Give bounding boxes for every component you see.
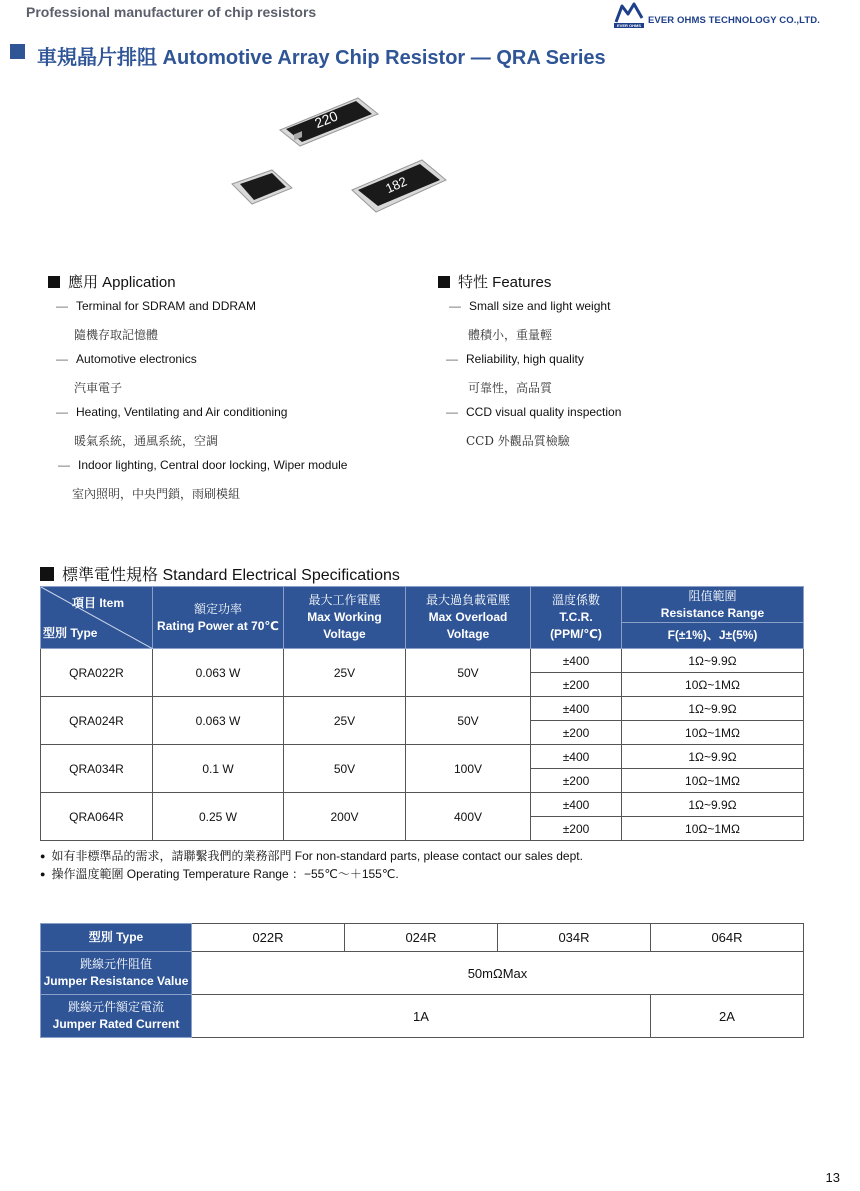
header-max-overload: 最大過負載電壓 Max Overload Voltage — [406, 587, 531, 649]
table-row — [41, 952, 804, 995]
cell-overload: 50V — [406, 697, 531, 745]
table-row — [41, 995, 804, 1038]
page-title: 車規晶片排阻 Automotive Array Chip Resistor — QRA Series — [37, 47, 606, 69]
jumper-resistance-value: 50mΩMax — [192, 952, 804, 995]
header-rating-power: 額定功率 Rating Power at 70℃ — [153, 587, 284, 649]
cell-tcr: ±200 — [531, 673, 622, 697]
jumper-resistance-label: 跳線元件阻值 Jumper Resistance Value — [41, 952, 192, 995]
cell-power: 0.063 W — [153, 697, 284, 745]
table-row — [41, 649, 804, 673]
header-tagline: Professional manufacturer of chip resistors — [26, 4, 317, 20]
note-nonstandard: ● 如有非標準品的需求，請聯繫我們的業務部門 For non-standard parts, please contact our sales dept. — [40, 849, 583, 863]
bullet-square-icon — [40, 567, 54, 581]
chip-label-182: 182 — [383, 173, 410, 197]
cell-working: 25V — [284, 649, 406, 697]
feature-item-zh: 體積小，重量輕 — [468, 328, 553, 342]
cell-type: QRA024R — [41, 697, 153, 745]
spec-table — [40, 586, 804, 841]
cell-working: 25V — [284, 697, 406, 745]
feature-item: — Reliability, high quality — [446, 352, 584, 366]
cell-range: 10Ω~1MΩ — [622, 817, 804, 841]
cell-range: 10Ω~1MΩ — [622, 673, 804, 697]
cell-tcr: ±200 — [531, 817, 622, 841]
jumper-table — [40, 923, 804, 1038]
cell-range: 10Ω~1MΩ — [622, 721, 804, 745]
chip-label-220: 220 — [312, 107, 340, 132]
application-item-zh: 室內照明，中央門鎖，雨刷模組 — [72, 487, 241, 501]
product-image — [222, 92, 462, 227]
header-item-type — [41, 587, 153, 649]
bullet-dot-icon: ● — [40, 869, 46, 879]
cell-overload: 50V — [406, 649, 531, 697]
bullet-dot-icon: ● — [40, 851, 46, 861]
note-temperature: ● 操作溫度範圍 Operating Temperature Range ：−55℃～＋155℃. — [40, 867, 399, 881]
cell-range: 1Ω~9.9Ω — [622, 793, 804, 817]
jumper-type-label: 型別 Type — [41, 924, 192, 952]
spec-heading: 標準電性規格 Standard Electrical Specifications — [40, 562, 400, 585]
application-item: — Terminal for SDRAM and DDRAM — [56, 299, 257, 313]
cell-power: 0.063 W — [153, 649, 284, 697]
application-heading: 應用 Application — [48, 271, 176, 292]
cell-working: 50V — [284, 745, 406, 793]
cell-range: 1Ω~9.9Ω — [622, 745, 804, 769]
jumper-type-cell: 022R — [192, 924, 345, 952]
feature-item: — Small size and light weight — [449, 299, 611, 313]
jumper-current-value: 2A — [651, 995, 804, 1038]
cell-overload: 400V — [406, 793, 531, 841]
header-max-working: 最大工作電壓 Max Working Voltage — [284, 587, 406, 649]
header-tcr: 溫度係數 T.C.R. (PPM/℃) — [531, 587, 622, 649]
page-number: 13 — [825, 1170, 840, 1185]
table-row — [41, 793, 804, 817]
application-item-zh: 隨機存取記憶體 — [74, 328, 159, 342]
cell-type: QRA034R — [41, 745, 153, 793]
cell-range: 1Ω~9.9Ω — [622, 649, 804, 673]
jumper-type-cell: 024R — [345, 924, 498, 952]
application-item: — Heating, Ventilating and Air conditioning — [56, 405, 288, 419]
cell-range: 10Ω~1MΩ — [622, 769, 804, 793]
cell-type: QRA064R — [41, 793, 153, 841]
table-row — [41, 745, 804, 769]
bullet-square-icon — [438, 276, 450, 288]
cell-power: 0.25 W — [153, 793, 284, 841]
logo-mark-text: EVER OHMS — [616, 23, 642, 28]
ever-ohms-logo-icon — [612, 0, 648, 30]
jumper-type-cell: 034R — [498, 924, 651, 952]
logo-company-name: EVER OHMS TECHNOLOGY CO.,LTD. — [648, 15, 820, 26]
jumper-current-value: 1A — [192, 995, 651, 1038]
header-resistance-range: 阻值範圍 Resistance Range — [622, 587, 804, 623]
title-square-icon — [10, 44, 25, 59]
feature-item: — CCD visual quality inspection — [446, 405, 622, 419]
header-type-label: 型別 Type — [43, 626, 98, 640]
cell-tcr: ±400 — [531, 697, 622, 721]
cell-tcr: ±400 — [531, 649, 622, 673]
header-tolerance: F(±1%)、J±(5%) — [622, 623, 804, 649]
bullet-square-icon — [48, 276, 60, 288]
cell-range: 1Ω~9.9Ω — [622, 697, 804, 721]
cell-type: QRA022R — [41, 649, 153, 697]
features-heading: 特性 Features — [438, 271, 551, 292]
cell-working: 200V — [284, 793, 406, 841]
cell-tcr: ±200 — [531, 769, 622, 793]
feature-item-zh: CCD 外觀品質檢驗 — [466, 434, 570, 448]
company-logo — [612, 0, 822, 30]
feature-item-zh: 可靠性，高品質 — [468, 381, 553, 395]
cell-tcr: ±400 — [531, 745, 622, 769]
table-row — [41, 924, 804, 952]
application-item: — Automotive electronics — [56, 352, 197, 366]
cell-power: 0.1 W — [153, 745, 284, 793]
cell-tcr: ±400 — [531, 793, 622, 817]
application-item: — Indoor lighting, Central door locking, Wiper module — [58, 458, 348, 472]
header-item-label: 項目 Item — [71, 596, 124, 610]
cell-tcr: ±200 — [531, 721, 622, 745]
table-row — [41, 697, 804, 721]
application-item-zh: 汽車電子 — [74, 381, 123, 395]
cell-overload: 100V — [406, 745, 531, 793]
jumper-type-cell: 064R — [651, 924, 804, 952]
application-item-zh: 暖氣系統，通風系統，空調 — [74, 434, 219, 448]
jumper-current-label: 跳線元件額定電流 Jumper Rated Current — [41, 995, 192, 1038]
